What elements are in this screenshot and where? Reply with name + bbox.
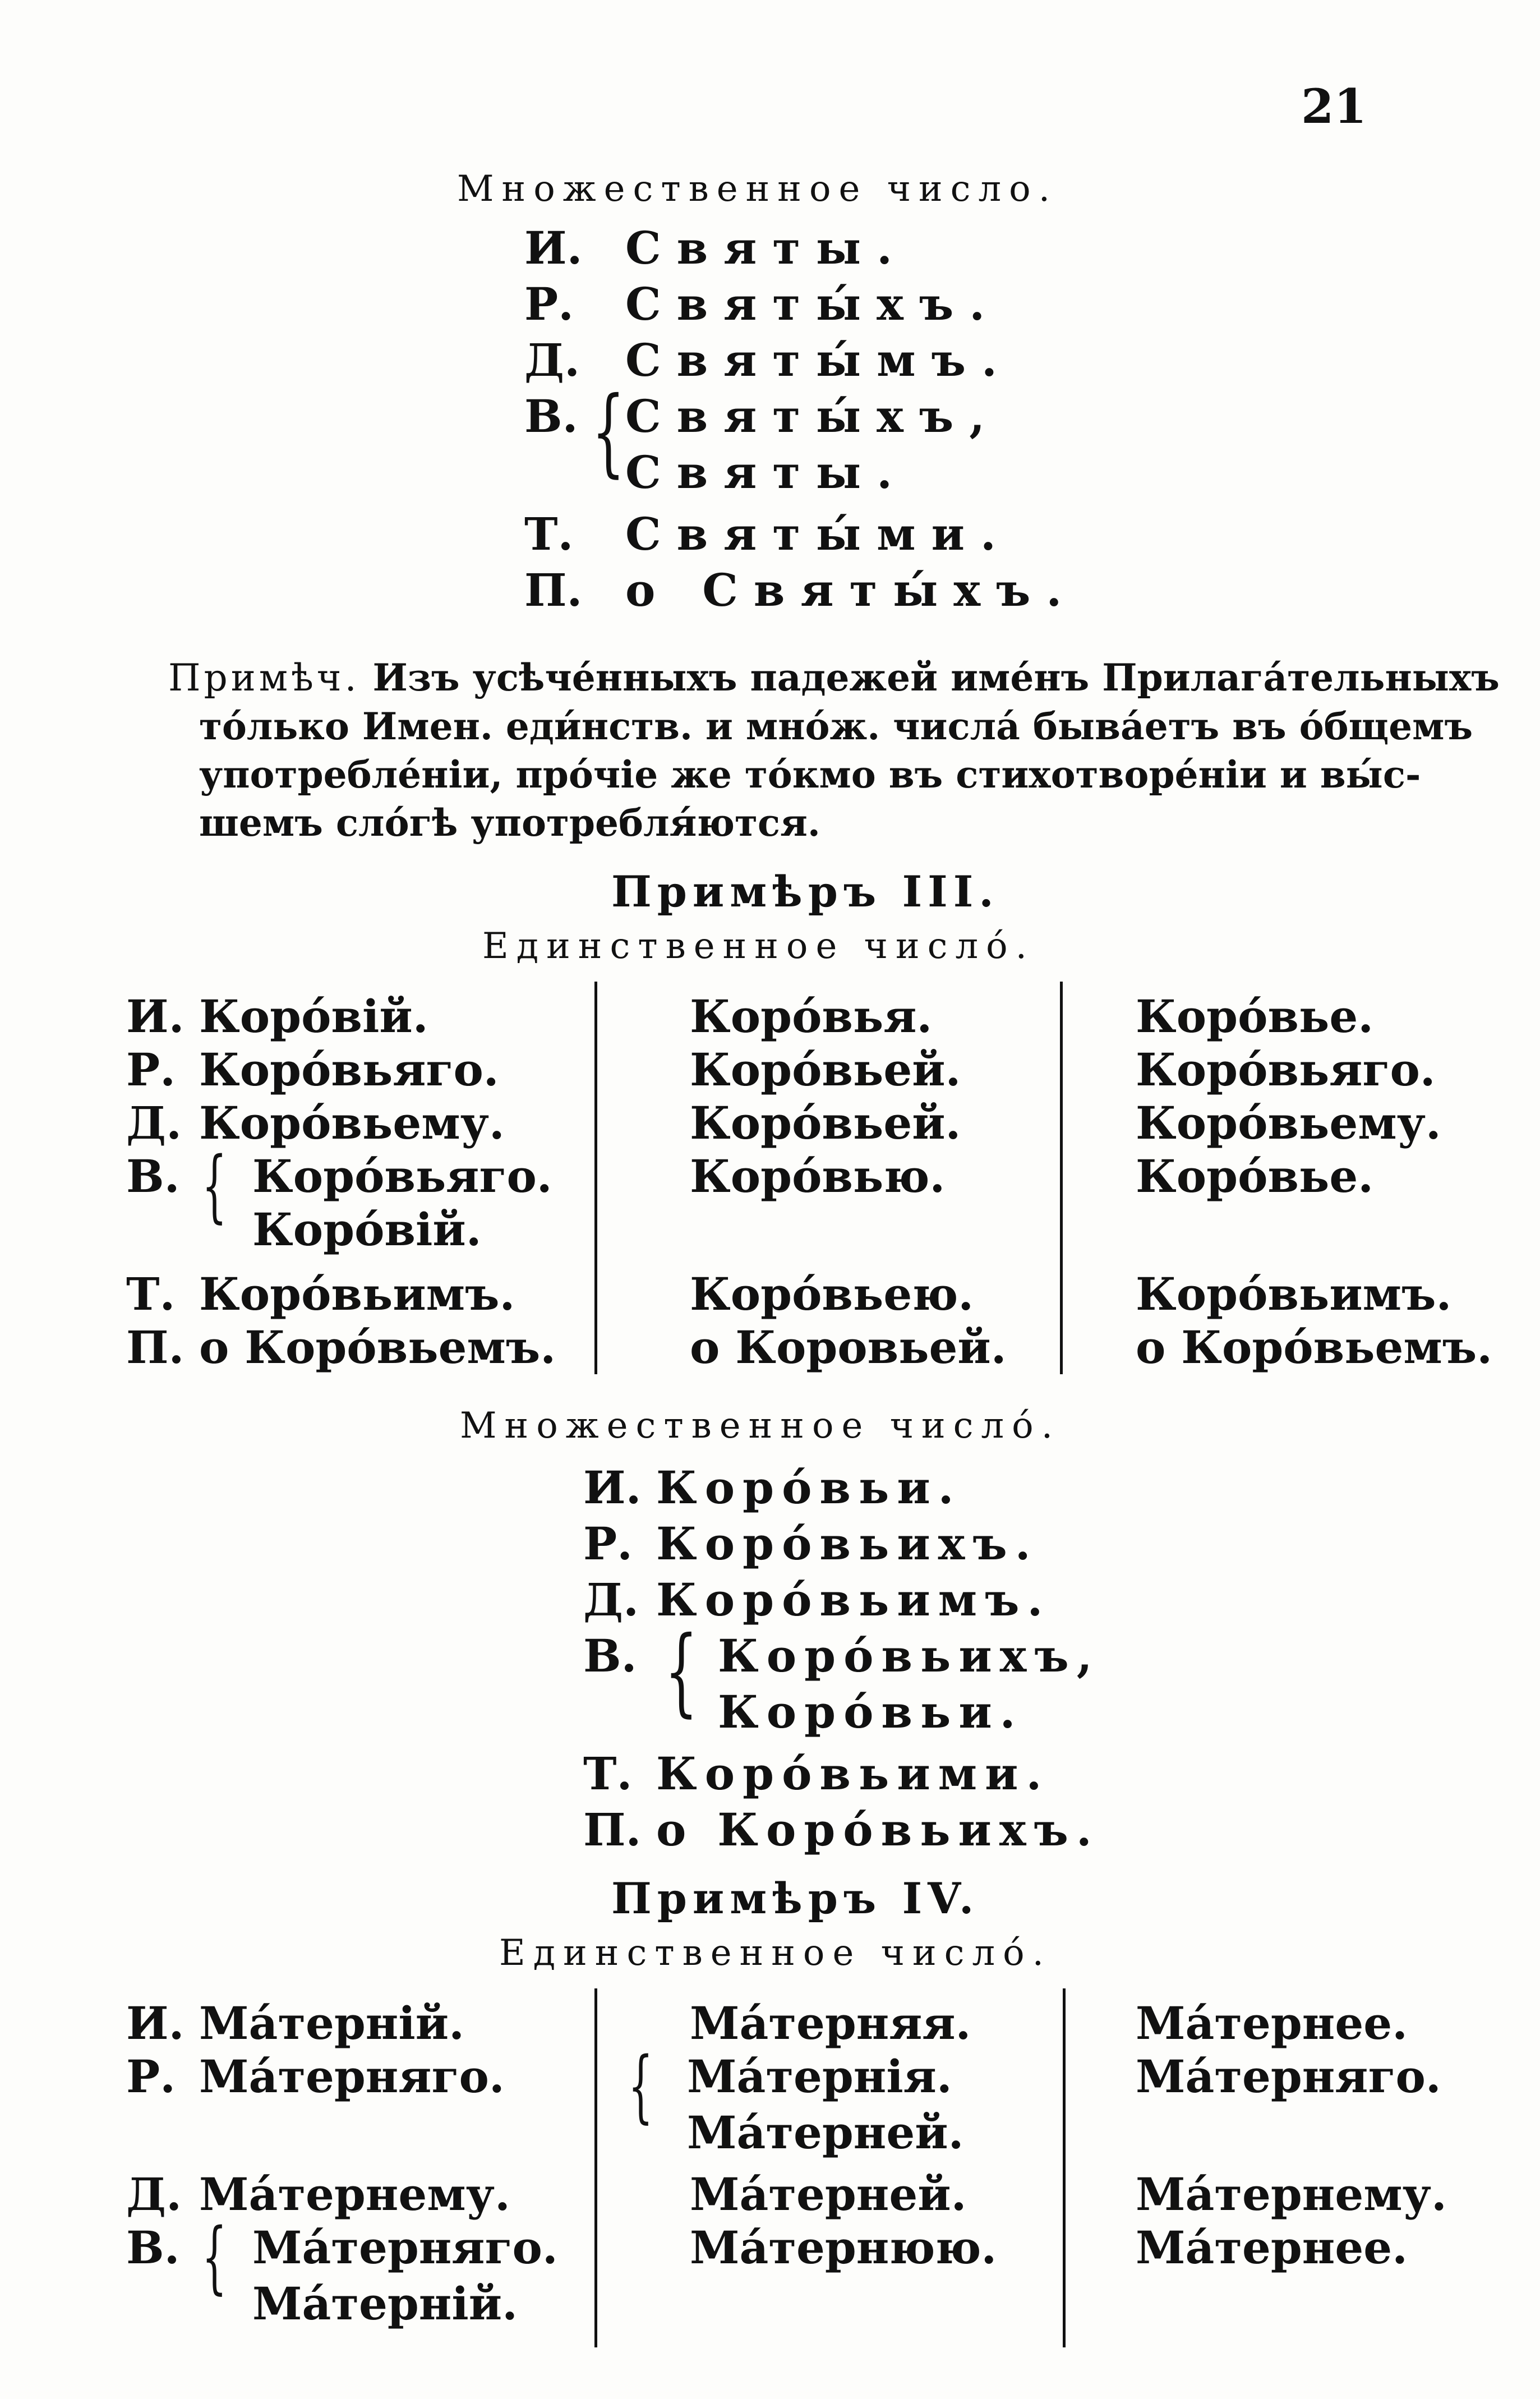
column-divider: [594, 982, 597, 1374]
list-item: Коро́вьему.: [1136, 1097, 1441, 1149]
list-item: Коро́вьяго.: [1136, 1043, 1436, 1096]
example4-col3: [1136, 1997, 1517, 2345]
example3-plural-heading: Множественное число́.: [460, 1405, 1061, 1447]
brace-icon: {: [592, 376, 625, 487]
example4-col2: [628, 1997, 1054, 2345]
list-item: Ма́терней.: [690, 2168, 967, 2221]
list-item: Ма́тернему.: [1136, 2168, 1447, 2221]
list-item: Ма́терняя.: [690, 1997, 971, 2050]
page-number: 21: [1301, 79, 1367, 134]
example4-col1: И. Ма́тернiй. Р. Ма́терняго. Д. Ма́тернему. В. Ма́терняго. { Ма́тернiй.: [126, 1997, 558, 2330]
note-label: Примѣч.: [168, 656, 360, 699]
list-item: Ма́тернее.: [1136, 1997, 1408, 2050]
brace-icon: {: [665, 1616, 698, 1727]
example4-title: Примѣръ IV.: [611, 1873, 980, 1923]
example3-col1: И. Коро́вiй. Р. Коро́вьяго. Д. Коро́вьему. В. Коро́вьяго. { Коро́вiй. Т. Коро́вьимъ. П. о Коро́вьемъ.: [126, 990, 556, 1374]
list-item: Коро́вьею.: [690, 1268, 974, 1320]
column-divider: [594, 1988, 597, 2347]
list-item: Ма́терняго.: [1136, 2050, 1441, 2103]
note-paragraph: Примѣч. Изъ усѣче́нныхъ падежей име́нъ Прилага́тельныхъ то́лько Имен. еди́нств. и мно́ж. числа́ быва́етъ въ о́бщемъ употребле́нiи, про́чiе же то́кмо въ стихотворе́нiи и вы́с- шемъ сло́гѣ употребля́ются.: [168, 656, 1500, 845]
list-item: Коро́вья.: [690, 990, 933, 1043]
section1-case-list: И. Святы. Р. Святы́хъ. Д. Святы́мъ. В. Святы́хъ, { Святы. Т. Святы́ми. П. о Святы́хъ.: [524, 222, 1078, 616]
example3-singular-heading: Единственное число́.: [482, 925, 1035, 967]
example3-plural-list: И. Коро́вьи. Р. Коро́вьихъ. Д. Коро́вьимъ. В. Коро́вьихъ, { Коро́вьи. Т. Коро́вьими. П. о Коро́вьихъ.: [583, 1461, 1100, 1856]
section1-heading: Множественное число.: [457, 168, 1058, 210]
list-item: Ма́тернее.: [1136, 2221, 1408, 2274]
brace-icon: {: [202, 2212, 227, 2303]
list-item: о Коровьей.: [690, 1321, 1007, 1374]
list-item: Коро́вьей.: [690, 1097, 961, 1149]
brace-icon: {: [202, 1140, 227, 1232]
example3-title: Примѣръ III.: [611, 867, 999, 917]
column-divider: [1063, 1988, 1066, 2347]
list-item: Коро́вье.: [1136, 990, 1374, 1043]
brace-icon: {: [628, 2041, 653, 2132]
list-item: о Коро́вьемъ.: [1136, 1321, 1493, 1374]
example3-col2: [690, 990, 1049, 1374]
example3-col3: [1136, 990, 1517, 1374]
list-item: Коро́вью.: [690, 1150, 946, 1203]
list-item: Ма́тернiя.: [687, 2050, 952, 2103]
list-item: Коро́вьей.: [690, 1043, 961, 1096]
column-divider: [1060, 982, 1063, 1374]
list-item: Ма́терней.: [687, 2106, 964, 2159]
list-item: Коро́вьимъ.: [1136, 1268, 1452, 1320]
list-item: Ма́тернюю.: [690, 2221, 997, 2274]
list-item: Коро́вье.: [1136, 1150, 1374, 1203]
example4-singular-heading: Единственное число́.: [499, 1932, 1052, 1974]
